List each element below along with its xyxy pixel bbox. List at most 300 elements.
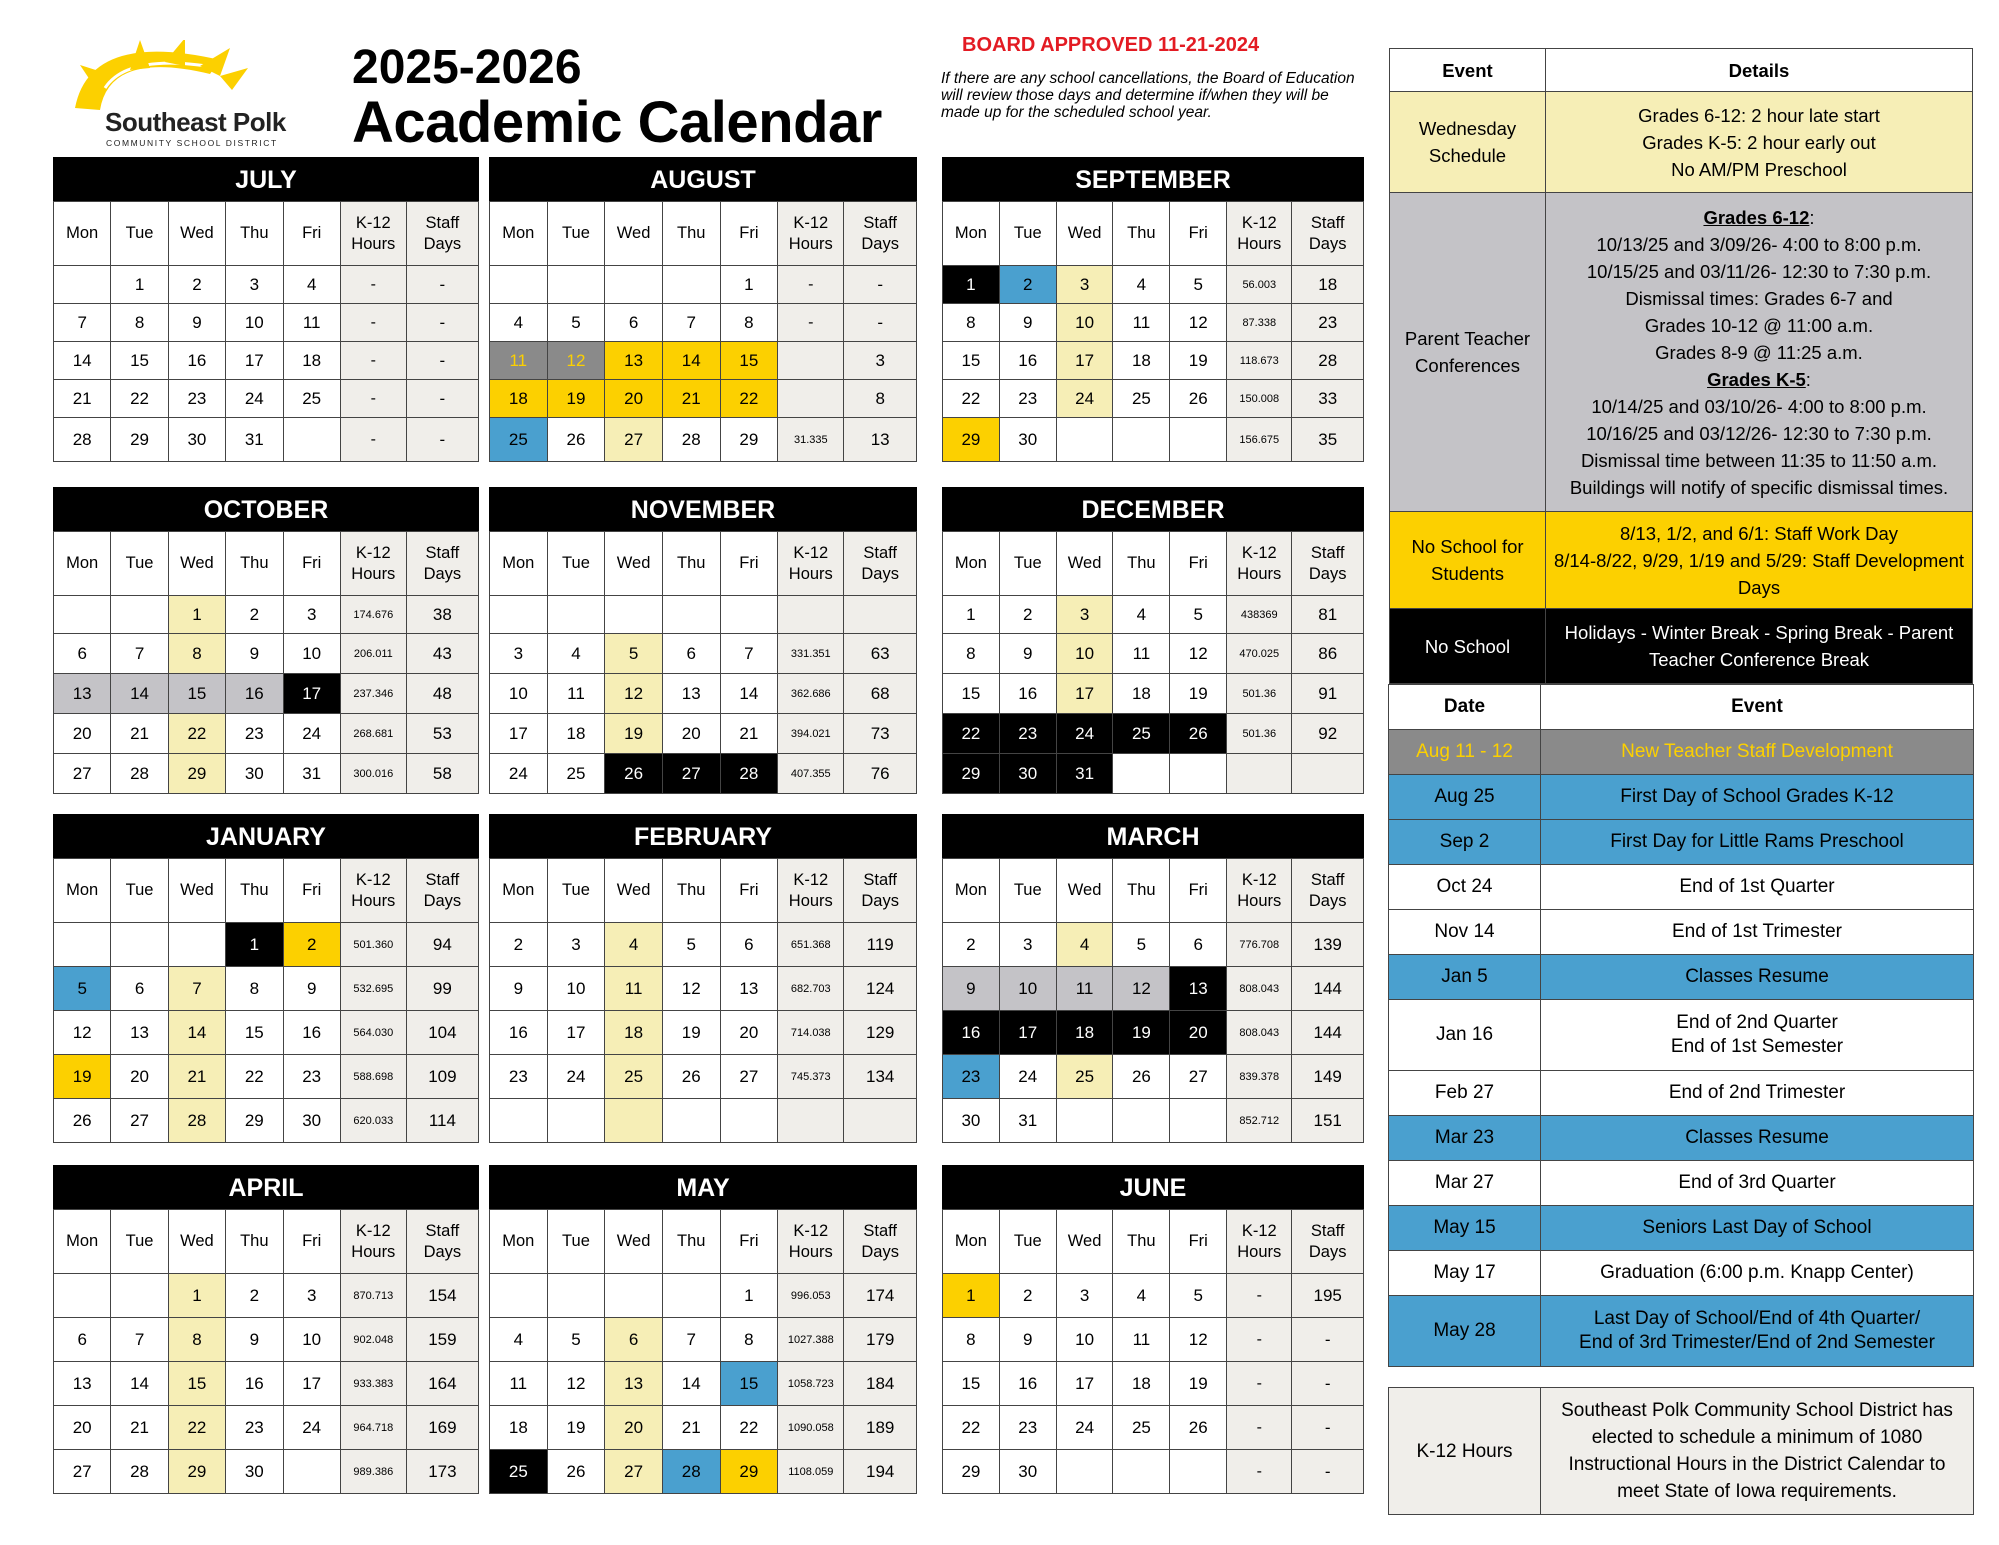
column-header: K-12 Hours bbox=[778, 1210, 844, 1274]
day-cell: 2 bbox=[226, 1274, 283, 1318]
legend-row bbox=[1390, 609, 1973, 684]
day-cell: 7 bbox=[662, 304, 720, 342]
day-cell: 6 bbox=[605, 304, 663, 342]
event-description bbox=[1541, 1000, 1974, 1071]
column-header: Staff Days bbox=[844, 532, 917, 596]
week-row bbox=[490, 634, 917, 674]
day-cell: 2 bbox=[999, 1274, 1056, 1318]
day-cell: 14 bbox=[720, 674, 778, 714]
day-cell: 1 bbox=[943, 1274, 1000, 1318]
day-cell: 23 bbox=[999, 714, 1056, 754]
day-cell: 12 bbox=[605, 674, 663, 714]
day-cell: 22 bbox=[720, 1406, 778, 1450]
column-header: Wed bbox=[168, 202, 225, 266]
column-header: Mon bbox=[54, 859, 111, 923]
column-header: Tue bbox=[999, 859, 1056, 923]
week-row bbox=[54, 967, 479, 1011]
day-cell: 9 bbox=[283, 967, 340, 1011]
column-header: Wed bbox=[605, 532, 663, 596]
day-cell: 3 bbox=[999, 923, 1056, 967]
day-cell: 31 bbox=[1056, 754, 1113, 794]
day-cell: 5 bbox=[662, 923, 720, 967]
week-row bbox=[943, 714, 1364, 754]
week-row bbox=[943, 1406, 1364, 1450]
day-cell: 3 bbox=[283, 596, 340, 634]
day-cell: 14 bbox=[662, 1362, 720, 1406]
day-cell: 14 bbox=[168, 1011, 225, 1055]
k12-hours-cell: - bbox=[1227, 1450, 1292, 1494]
staff-days-cell: 149 bbox=[1292, 1055, 1364, 1099]
event-description bbox=[1541, 1161, 1974, 1206]
week-row bbox=[943, 1055, 1364, 1099]
column-header: Mon bbox=[943, 859, 1000, 923]
day-cell: 3 bbox=[1056, 1274, 1113, 1318]
staff-days-cell: 134 bbox=[844, 1055, 917, 1099]
week-row bbox=[54, 1450, 479, 1494]
month-title: SEPTEMBER bbox=[942, 157, 1364, 201]
day-cell: 16 bbox=[490, 1011, 548, 1055]
day-cell: 18 bbox=[1113, 1362, 1170, 1406]
staff-days-cell: 184 bbox=[844, 1362, 917, 1406]
day-cell: 8 bbox=[226, 967, 283, 1011]
day-cell bbox=[54, 923, 111, 967]
day-cell: 17 bbox=[1056, 342, 1113, 380]
column-header: Tue bbox=[111, 1210, 168, 1274]
week-row bbox=[943, 304, 1364, 342]
day-cell: 28 bbox=[662, 1450, 720, 1494]
column-header: K-12 Hours bbox=[778, 532, 844, 596]
staff-days-cell: 73 bbox=[844, 714, 917, 754]
day-cell: 9 bbox=[943, 967, 1000, 1011]
week-row bbox=[490, 1055, 917, 1099]
event-date: Sep 2 bbox=[1389, 820, 1541, 865]
day-cell: 2 bbox=[226, 596, 283, 634]
event-line: First Day of School Grades K-12 bbox=[1620, 786, 1894, 807]
k12-hours-cell bbox=[778, 380, 844, 418]
event-row bbox=[1389, 865, 1974, 910]
day-cell bbox=[605, 1099, 663, 1143]
day-cell: 18 bbox=[605, 1011, 663, 1055]
event-date: Mar 27 bbox=[1389, 1161, 1541, 1206]
page-title: Academic Calendar bbox=[352, 90, 882, 155]
week-row bbox=[943, 967, 1364, 1011]
day-cell: 8 bbox=[943, 304, 1000, 342]
day-cell: 7 bbox=[720, 634, 778, 674]
month-table bbox=[942, 1209, 1364, 1494]
day-cell bbox=[1056, 418, 1113, 462]
day-cell: 12 bbox=[1170, 1318, 1227, 1362]
staff-days-cell: 8 bbox=[844, 380, 917, 418]
day-cell: 30 bbox=[226, 754, 283, 794]
day-cell: 17 bbox=[1056, 674, 1113, 714]
day-cell: 13 bbox=[1170, 967, 1227, 1011]
column-header: Thu bbox=[1113, 859, 1170, 923]
staff-days-cell: 189 bbox=[844, 1406, 917, 1450]
legend-header-event: Event bbox=[1390, 49, 1546, 92]
day-cell: 25 bbox=[283, 380, 340, 418]
day-cell: 10 bbox=[226, 304, 283, 342]
day-cell: 27 bbox=[1170, 1055, 1227, 1099]
event-line: Classes Resume bbox=[1685, 1127, 1829, 1148]
event-date: May 17 bbox=[1389, 1251, 1541, 1296]
k12-hours-cell: 989.386 bbox=[340, 1450, 406, 1494]
staff-days-cell: - bbox=[844, 304, 917, 342]
staff-days-cell: 194 bbox=[844, 1450, 917, 1494]
day-cell bbox=[547, 1274, 605, 1318]
month-table bbox=[53, 858, 479, 1143]
month-table bbox=[489, 201, 917, 462]
day-cell: 17 bbox=[1056, 1362, 1113, 1406]
k12-hours-cell: 87.338 bbox=[1227, 304, 1292, 342]
day-cell bbox=[54, 266, 111, 304]
column-header: K-12 Hours bbox=[340, 532, 406, 596]
legend-row bbox=[1390, 92, 1973, 193]
staff-days-cell: 179 bbox=[844, 1318, 917, 1362]
event-row bbox=[1389, 1161, 1974, 1206]
month-table bbox=[489, 1209, 917, 1494]
k12-hours-cell: - bbox=[778, 304, 844, 342]
staff-days-cell: 58 bbox=[406, 754, 478, 794]
week-row bbox=[943, 634, 1364, 674]
day-cell: 18 bbox=[547, 714, 605, 754]
k12-hours-cell: - bbox=[1227, 1362, 1292, 1406]
day-cell: 3 bbox=[283, 1274, 340, 1318]
column-header: Wed bbox=[605, 202, 663, 266]
week-row bbox=[54, 596, 479, 634]
day-cell bbox=[168, 923, 225, 967]
staff-days-cell: - bbox=[1292, 1362, 1364, 1406]
day-cell: 7 bbox=[111, 634, 168, 674]
day-cell: 25 bbox=[605, 1055, 663, 1099]
column-header: Tue bbox=[547, 1210, 605, 1274]
k12-hours-cell: - bbox=[340, 304, 406, 342]
day-cell: 24 bbox=[1056, 714, 1113, 754]
day-cell: 13 bbox=[111, 1011, 168, 1055]
day-cell bbox=[111, 923, 168, 967]
k12-hours-cell: 501.36 bbox=[1227, 674, 1292, 714]
day-cell: 30 bbox=[943, 1099, 1000, 1143]
column-header: Thu bbox=[226, 202, 283, 266]
k12-hours-cell: 1027.388 bbox=[778, 1318, 844, 1362]
day-cell: 25 bbox=[1113, 1406, 1170, 1450]
day-cell: 3 bbox=[490, 634, 548, 674]
day-cell: 5 bbox=[1170, 596, 1227, 634]
week-row bbox=[54, 1318, 479, 1362]
event-date: Mar 23 bbox=[1389, 1116, 1541, 1161]
day-cell: 31 bbox=[283, 754, 340, 794]
event-description bbox=[1541, 865, 1974, 910]
day-cell: 29 bbox=[943, 754, 1000, 794]
day-cell: 16 bbox=[943, 1011, 1000, 1055]
staff-days-cell: - bbox=[844, 266, 917, 304]
day-cell: 4 bbox=[1113, 596, 1170, 634]
week-row bbox=[54, 754, 479, 794]
event-date: May 15 bbox=[1389, 1206, 1541, 1251]
column-header: K-12 Hours bbox=[1227, 1210, 1292, 1274]
day-cell: 7 bbox=[54, 304, 111, 342]
column-header: Mon bbox=[490, 202, 548, 266]
day-cell bbox=[1056, 1450, 1113, 1494]
day-cell: 31 bbox=[999, 1099, 1056, 1143]
day-cell: 1 bbox=[111, 266, 168, 304]
month-february bbox=[489, 814, 917, 1143]
column-header: Mon bbox=[490, 532, 548, 596]
column-header: Wed bbox=[1056, 859, 1113, 923]
k12-hours-cell: 588.698 bbox=[340, 1055, 406, 1099]
staff-days-cell: - bbox=[1292, 1450, 1364, 1494]
day-cell bbox=[1113, 1099, 1170, 1143]
day-cell: 23 bbox=[283, 1055, 340, 1099]
week-row bbox=[54, 674, 479, 714]
day-cell: 16 bbox=[226, 1362, 283, 1406]
day-cell: 16 bbox=[999, 342, 1056, 380]
day-cell: 25 bbox=[490, 1450, 548, 1494]
week-row bbox=[490, 266, 917, 304]
legend-detail-line: 8/13, 1/2, and 6/1: Staff Work Day bbox=[1619, 522, 1898, 544]
k12-hours-label: K-12 Hours bbox=[1389, 1388, 1541, 1515]
day-cell: 17 bbox=[490, 714, 548, 754]
day-cell bbox=[111, 1274, 168, 1318]
day-cell: 20 bbox=[605, 380, 663, 418]
column-header: Staff Days bbox=[406, 859, 478, 923]
legend-subheading-suffix: : bbox=[1805, 368, 1811, 390]
day-cell: 13 bbox=[54, 674, 111, 714]
column-header: Fri bbox=[720, 859, 778, 923]
day-cell: 8 bbox=[168, 1318, 225, 1362]
column-header: Fri bbox=[1170, 859, 1227, 923]
day-cell: 5 bbox=[547, 304, 605, 342]
week-row bbox=[490, 1274, 917, 1318]
staff-days-cell: - bbox=[406, 418, 478, 462]
day-cell: 25 bbox=[1113, 380, 1170, 418]
day-cell: 17 bbox=[547, 1011, 605, 1055]
legend-row bbox=[1390, 193, 1973, 512]
day-cell bbox=[490, 266, 548, 304]
day-cell: 9 bbox=[226, 634, 283, 674]
day-cell: 1 bbox=[943, 266, 1000, 304]
staff-days-cell bbox=[844, 1099, 917, 1143]
staff-days-cell: 53 bbox=[406, 714, 478, 754]
staff-days-cell: 94 bbox=[406, 923, 478, 967]
month-title: APRIL bbox=[53, 1165, 479, 1209]
day-cell: 20 bbox=[111, 1055, 168, 1099]
legend-table bbox=[1389, 48, 1973, 684]
k12-hours-cell: 1108.059 bbox=[778, 1450, 844, 1494]
month-title: JULY bbox=[53, 157, 479, 201]
event-line: End of 1st Semester bbox=[1670, 1036, 1844, 1057]
event-date: Oct 24 bbox=[1389, 865, 1541, 910]
day-cell: 15 bbox=[226, 1011, 283, 1055]
day-cell: 12 bbox=[1170, 634, 1227, 674]
day-cell: 24 bbox=[547, 1055, 605, 1099]
k12-hours-cell: 620.033 bbox=[340, 1099, 406, 1143]
day-cell: 20 bbox=[54, 1406, 111, 1450]
legend-detail-line: 10/15/25 and 03/11/26- 12:30 to 7:30 p.m. bbox=[1586, 260, 1932, 282]
staff-days-cell: 99 bbox=[406, 967, 478, 1011]
day-cell bbox=[547, 266, 605, 304]
day-cell: 27 bbox=[111, 1099, 168, 1143]
legend-detail-line: Buildings will notify of specific dismissal times. bbox=[1569, 476, 1949, 498]
day-cell: 18 bbox=[1056, 1011, 1113, 1055]
day-cell: 30 bbox=[226, 1450, 283, 1494]
day-cell bbox=[605, 596, 663, 634]
day-cell: 17 bbox=[226, 342, 283, 380]
day-cell: 10 bbox=[1056, 634, 1113, 674]
week-row bbox=[54, 1274, 479, 1318]
month-title: DECEMBER bbox=[942, 487, 1364, 531]
legend-subheading: Grades 6-12 bbox=[1703, 206, 1810, 228]
week-row bbox=[943, 1011, 1364, 1055]
staff-days-cell: 33 bbox=[1292, 380, 1364, 418]
event-line: Classes Resume bbox=[1685, 966, 1829, 987]
day-cell: 2 bbox=[943, 923, 1000, 967]
legend-detail-line: 8/14-8/22, 9/29, 1/19 and 5/29: Staff Development Days bbox=[1553, 549, 1965, 598]
staff-days-cell: 124 bbox=[844, 967, 917, 1011]
column-header: Tue bbox=[111, 859, 168, 923]
k12-hours-cell: 331.351 bbox=[778, 634, 844, 674]
staff-days-cell: 129 bbox=[844, 1011, 917, 1055]
month-table bbox=[489, 858, 917, 1143]
column-header: Mon bbox=[943, 532, 1000, 596]
staff-days-cell: 68 bbox=[844, 674, 917, 714]
calendar-year: 2025-2026 bbox=[352, 41, 582, 94]
day-cell: 27 bbox=[662, 754, 720, 794]
day-cell: 16 bbox=[999, 1362, 1056, 1406]
staff-days-cell: 139 bbox=[1292, 923, 1364, 967]
day-cell bbox=[490, 1099, 548, 1143]
legend-event: Parent Teacher Conferences bbox=[1390, 193, 1546, 512]
day-cell: 5 bbox=[547, 1318, 605, 1362]
column-header: Wed bbox=[1056, 202, 1113, 266]
day-cell: 22 bbox=[168, 1406, 225, 1450]
month-title: FEBRUARY bbox=[489, 814, 917, 858]
staff-days-cell: 151 bbox=[1292, 1099, 1364, 1143]
k12-hours-cell: 438369 bbox=[1227, 596, 1292, 634]
column-header: Staff Days bbox=[844, 202, 917, 266]
day-cell: 12 bbox=[547, 342, 605, 380]
week-row bbox=[54, 418, 479, 462]
event-date: Aug 11 - 12 bbox=[1389, 730, 1541, 775]
column-header: Thu bbox=[662, 532, 720, 596]
k12-hours-cell: 564.030 bbox=[340, 1011, 406, 1055]
column-header: Fri bbox=[283, 859, 340, 923]
column-header: Fri bbox=[283, 202, 340, 266]
day-cell: 19 bbox=[662, 1011, 720, 1055]
day-cell bbox=[1113, 418, 1170, 462]
month-table bbox=[942, 858, 1364, 1143]
week-row bbox=[54, 1099, 479, 1143]
day-cell: 19 bbox=[1170, 674, 1227, 714]
k12-hours-cell: 394.021 bbox=[778, 714, 844, 754]
column-header: Thu bbox=[662, 202, 720, 266]
event-row bbox=[1389, 1000, 1974, 1071]
legend-detail-line: Grades 10-12 @ 11:00 a.m. bbox=[1644, 314, 1874, 336]
day-cell: 26 bbox=[1170, 1406, 1227, 1450]
month-march bbox=[942, 814, 1364, 1143]
week-row bbox=[54, 1011, 479, 1055]
column-header: Tue bbox=[547, 859, 605, 923]
event-date: Aug 25 bbox=[1389, 775, 1541, 820]
week-row bbox=[54, 923, 479, 967]
day-cell: 19 bbox=[1170, 342, 1227, 380]
k12-hours-cell: - bbox=[778, 266, 844, 304]
events-header-date: Date bbox=[1389, 685, 1541, 730]
day-cell: 10 bbox=[283, 1318, 340, 1362]
day-cell: 17 bbox=[283, 1362, 340, 1406]
staff-days-cell: 144 bbox=[1292, 1011, 1364, 1055]
day-cell: 11 bbox=[1056, 967, 1113, 1011]
week-row bbox=[490, 714, 917, 754]
column-header: Staff Days bbox=[1292, 532, 1364, 596]
k12-hours-cell: 470.025 bbox=[1227, 634, 1292, 674]
legend-detail-line: Dismissal times: Grades 6-7 and bbox=[1625, 287, 1893, 309]
day-cell: 21 bbox=[111, 1406, 168, 1450]
month-table bbox=[53, 201, 479, 462]
event-description bbox=[1541, 1251, 1974, 1296]
week-row bbox=[490, 967, 917, 1011]
event-date: Jan 5 bbox=[1389, 955, 1541, 1000]
week-row bbox=[943, 418, 1364, 462]
staff-days-cell: 174 bbox=[844, 1274, 917, 1318]
column-header: K-12 Hours bbox=[340, 1210, 406, 1274]
column-header: Thu bbox=[1113, 1210, 1170, 1274]
day-cell: 21 bbox=[662, 1406, 720, 1450]
day-cell: 8 bbox=[720, 1318, 778, 1362]
day-cell bbox=[662, 266, 720, 304]
day-cell: 17 bbox=[999, 1011, 1056, 1055]
column-header: Mon bbox=[54, 202, 111, 266]
day-cell: 10 bbox=[490, 674, 548, 714]
week-row bbox=[943, 1450, 1364, 1494]
event-description bbox=[1541, 1116, 1974, 1161]
day-cell: 15 bbox=[168, 1362, 225, 1406]
event-description bbox=[1541, 1296, 1974, 1367]
staff-days-cell: 18 bbox=[1292, 266, 1364, 304]
column-header: Mon bbox=[54, 532, 111, 596]
k12-hours-cell: 501.360 bbox=[340, 923, 406, 967]
column-header: Thu bbox=[226, 532, 283, 596]
staff-days-cell: 154 bbox=[406, 1274, 478, 1318]
legend-header-details: Details bbox=[1546, 49, 1973, 92]
month-table bbox=[489, 531, 917, 794]
staff-days-cell: 28 bbox=[1292, 342, 1364, 380]
day-cell: 10 bbox=[1056, 304, 1113, 342]
month-title: JANUARY bbox=[53, 814, 479, 858]
day-cell: 2 bbox=[283, 923, 340, 967]
day-cell: 25 bbox=[490, 418, 548, 462]
day-cell bbox=[54, 596, 111, 634]
event-description bbox=[1541, 820, 1974, 865]
staff-days-cell bbox=[1292, 754, 1364, 794]
column-header: Thu bbox=[226, 859, 283, 923]
week-row bbox=[54, 634, 479, 674]
k12-hours-cell: 300.016 bbox=[340, 754, 406, 794]
week-row bbox=[54, 380, 479, 418]
k12-hours-cell: 362.686 bbox=[778, 674, 844, 714]
day-cell: 9 bbox=[226, 1318, 283, 1362]
day-cell: 23 bbox=[999, 1406, 1056, 1450]
legend-detail-line: Holidays - Winter Break - Spring Break - Parent Teacher Conference Break bbox=[1564, 622, 1954, 670]
day-cell bbox=[605, 266, 663, 304]
day-cell: 30 bbox=[283, 1099, 340, 1143]
logo-name: Southeast Polk bbox=[105, 107, 286, 137]
column-header: Wed bbox=[1056, 532, 1113, 596]
day-cell: 1 bbox=[720, 1274, 778, 1318]
day-cell: 26 bbox=[605, 754, 663, 794]
day-cell: 9 bbox=[999, 1318, 1056, 1362]
event-line: Graduation (6:00 p.m. Knapp Center) bbox=[1600, 1262, 1914, 1283]
day-cell: 15 bbox=[720, 1362, 778, 1406]
